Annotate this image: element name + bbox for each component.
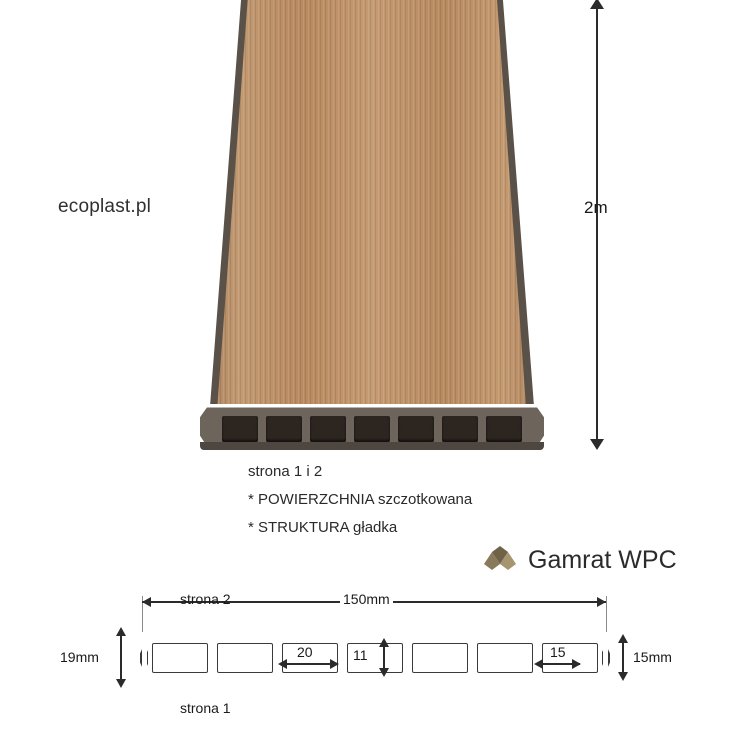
height-left-dimension-line (120, 630, 122, 686)
spec-line-structure: * STRUKTURA gładka (248, 519, 398, 536)
cell-width-label: 20 (294, 644, 316, 660)
chamber (442, 416, 478, 442)
diamond-logo-icon (484, 546, 518, 575)
cell-width-arrow-right-icon (330, 659, 339, 669)
height-right-arrow-down-icon (618, 672, 628, 681)
height-right-arrow-up-icon (618, 634, 628, 643)
edge-arrow-right-icon (572, 659, 581, 669)
chamber (486, 416, 522, 442)
brand-name: Gamrat WPC (528, 546, 677, 574)
side-1-label: strona 1 (180, 700, 231, 716)
chamber (266, 416, 302, 442)
board-chambers (222, 416, 522, 442)
width-label: 150mm (340, 591, 393, 607)
chamber (310, 416, 346, 442)
profile-cell (152, 643, 208, 673)
height-left-arrow-down-icon (116, 679, 126, 688)
end-face-shadow (200, 442, 544, 450)
wall-thickness-arrow-up-icon (379, 638, 389, 647)
profile-cell (217, 643, 273, 673)
height-left-arrow-up-icon (116, 627, 126, 636)
watermark-ecoplast: ecoplast.pl (58, 196, 152, 217)
height-right-label: 15mm (630, 649, 675, 665)
length-dimension-label: 2m (584, 198, 608, 217)
wall-thickness-label: 11 (350, 647, 371, 663)
brand-logo (484, 546, 677, 575)
length-arrow-up-icon (590, 0, 604, 9)
spec-line-sides: strona 1 i 2 (248, 463, 323, 480)
width-extension-right (606, 596, 607, 632)
chamber (222, 416, 258, 442)
cross-section-diagram (0, 580, 750, 750)
wall-thickness-arrow-down-icon (379, 668, 389, 677)
board-end-face (198, 404, 546, 456)
edge-label: 15 (547, 644, 569, 660)
cell-width-arrow-left-icon (278, 659, 287, 669)
height-left-label: 19mm (57, 649, 102, 665)
spec-line-surface: * POWIERZCHNIA szczotkowana (248, 491, 473, 508)
width-arrow-left-icon (142, 597, 151, 607)
edge-arrow-left-icon (534, 659, 543, 669)
profile-cells (152, 643, 598, 673)
length-dimension-line (596, 6, 598, 448)
length-arrow-down-icon (590, 439, 604, 450)
chamber (398, 416, 434, 442)
side-2-label: strona 2 (180, 591, 231, 607)
profile-cell (477, 643, 533, 673)
board-3d-view (198, 0, 546, 454)
board-top-surface (198, 0, 546, 404)
profile-cell (412, 643, 468, 673)
chamber (354, 416, 390, 442)
width-arrow-right-icon (597, 597, 606, 607)
